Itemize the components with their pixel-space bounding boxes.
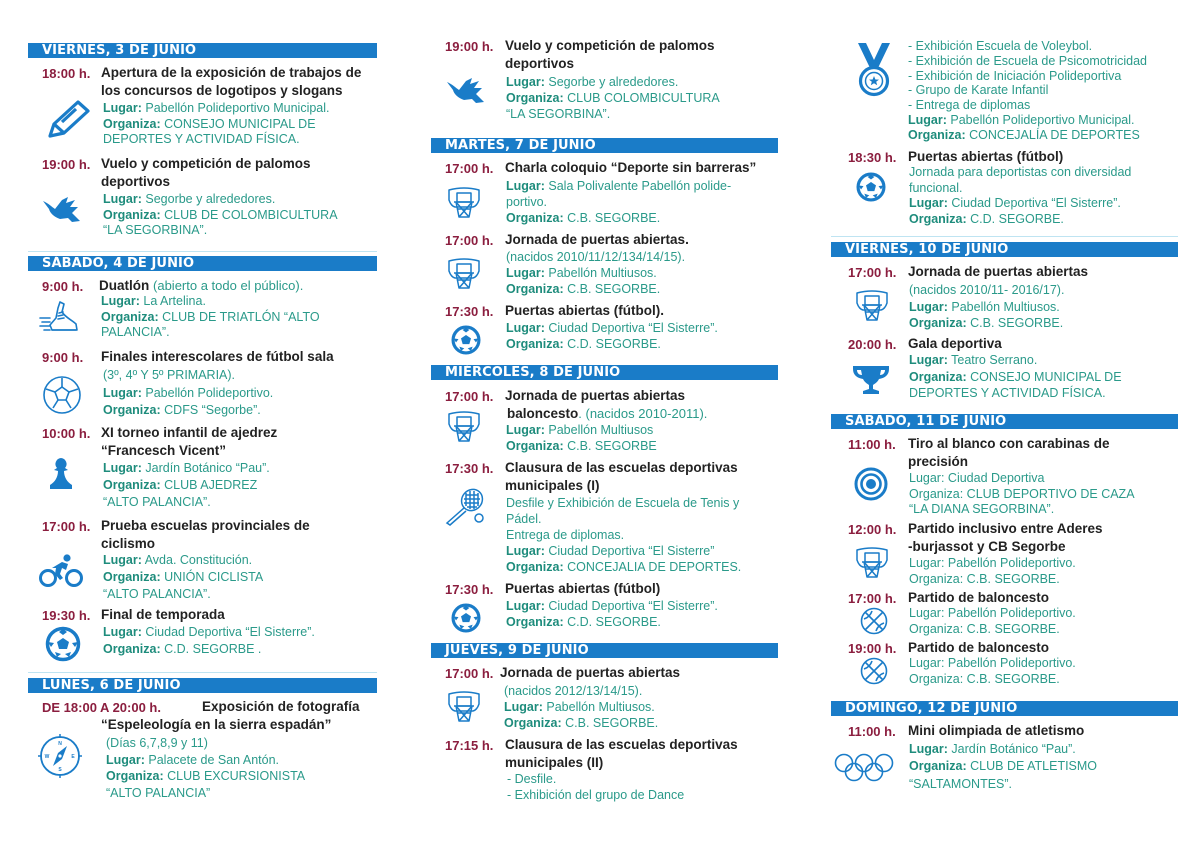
lugar-label: Lugar: [106, 752, 145, 767]
event-time: 17:00 h. [848, 265, 897, 280]
organiza-label: Organiza: [506, 615, 564, 629]
lugar-label: Lugar: [504, 700, 543, 714]
event-lugar: Pabellón Multiusos. [546, 700, 655, 714]
tennis-racket-icon [444, 487, 488, 527]
lugar-label: Lugar: [909, 353, 948, 367]
divider [28, 672, 377, 673]
event-title: Jornada de puertas abiertas [908, 264, 1089, 279]
basketball-icon [860, 607, 888, 635]
event-title: Partido de baloncesto [908, 640, 1050, 655]
event-time: 17:30 h. [445, 304, 494, 319]
event-title-line: Apertura de la exposición de trabajos de [101, 65, 362, 80]
event-info [506, 178, 731, 226]
event-organiza: CLUB COLOMBICULTURA [567, 91, 720, 105]
event-title: Finales interescolares de fútbol sala [101, 349, 334, 364]
event-time: 17:00 h. [42, 519, 91, 534]
event-lugar: Sala Polivalente Pabellón polide- [548, 179, 732, 193]
event-title: Exposición de fotografía [202, 699, 360, 714]
organiza-label: Organiza: [103, 478, 161, 492]
event-lugar: Jardín Botánico “Pau”. [951, 742, 1076, 756]
event-title-line: Duatlón [99, 278, 150, 293]
lugar-label: Lugar: [103, 461, 142, 475]
lugar-label: Lugar: [506, 75, 545, 89]
basketball-hoop-icon [447, 690, 481, 724]
event-info [909, 656, 1076, 687]
event-time: 10:00 h. [42, 426, 91, 441]
organiza-label: Organiza: [504, 716, 562, 730]
organiza-label: Organiza: [909, 758, 967, 773]
event-info [506, 495, 741, 575]
event-lugar: Segorbe y alrededores. [548, 75, 679, 89]
event-lugar: Ciudad Deportiva “El Sisterre”. [145, 625, 315, 639]
day-header: DOMINGO, 12 DE JUNIO [831, 701, 1178, 716]
event-title: Final de temporada [101, 607, 225, 622]
day-header: VIERNES, 10 DE JUNIO [831, 242, 1178, 257]
organiza-label: Organiza: [506, 282, 564, 296]
divider [28, 251, 377, 252]
organiza-label: Organiza: [909, 369, 967, 384]
event-title [908, 520, 1103, 556]
event-title-line: municipales (II) [505, 755, 604, 770]
event-note: (nacidos 2010/11/12/134/14/15). [506, 250, 686, 264]
organiza-label: Organiza: [909, 316, 967, 330]
basketball-hoop-icon [447, 257, 481, 291]
event-organiza: Organiza: CLUB DEPORTIVO DE CAZA [909, 486, 1135, 501]
soccer-ball-icon [451, 325, 481, 355]
event-organiza: “LA SEGORBINA”. [103, 223, 208, 237]
event-lugar: Avda. Constitución. [144, 553, 253, 567]
organiza-label: Organiza: [103, 642, 161, 656]
event-time: 17:00 h. [445, 233, 494, 248]
basketball-hoop-icon [447, 410, 481, 444]
event-time: 17:00 h. [445, 666, 494, 681]
event-info [909, 282, 1064, 332]
event-title-line: Vuelo y competición de palomos [505, 38, 715, 53]
chess-pawn-icon [48, 457, 74, 489]
event-description: Pádel. [506, 512, 542, 526]
event-time: 17:15 h. [445, 738, 494, 753]
event-title-line: Partido inclusivo entre Aderes [908, 521, 1103, 536]
event-title-line: ciclismo [101, 536, 156, 551]
event-organiza: DEPORTES Y ACTIVIDAD FÍSICA. [909, 386, 1106, 400]
event-organiza: Organiza: C.B. SEGORBE. [909, 621, 1060, 636]
event-title: Gala deportiva [908, 336, 1002, 351]
event-organiza: C.B. SEGORBE. [567, 282, 661, 296]
event-title-line: municipales (I) [505, 478, 600, 493]
event-info [103, 192, 338, 239]
event-time: 17:00 h. [445, 389, 494, 404]
event-lugar: Ciudad Deportiva “El Sisterre” [548, 544, 715, 558]
event-lugar: Teatro Serrano. [951, 353, 1038, 367]
day-header: LUNES, 6 DE JUNIO [28, 678, 377, 693]
lugar-label: Lugar: [103, 192, 142, 206]
dove-icon [446, 76, 486, 106]
soccer-ball-icon [45, 626, 81, 662]
event-lugar: La Artelina. [143, 294, 206, 308]
event-organiza: C.B. SEGORBE [567, 439, 657, 453]
lugar-label: Lugar: [908, 112, 947, 127]
event-list-item: - Exhibición del grupo de Dance [507, 787, 685, 802]
event-organiza: “ALTO PALANCIA”. [103, 587, 211, 601]
event-time: 17:30 h. [445, 582, 494, 597]
event-list-item: - Entrega de diplomas [908, 98, 1031, 113]
basketball-icon [860, 657, 888, 685]
event-organiza: UNIÓN CICLISTA [164, 570, 264, 584]
event-lugar: Pabellón Polideportivo. [145, 385, 274, 400]
lugar-label: Lugar: [103, 101, 142, 115]
event-title-line: Clausura de las escuelas deportivas [505, 460, 738, 475]
organiza-label: Organiza: [103, 207, 161, 222]
event-organiza: C.D. SEGORBE. [567, 615, 661, 629]
event-time: 17:30 h. [445, 461, 494, 476]
event-title: Puertas abiertas (fútbol) [908, 149, 1064, 164]
event-lugar: Lugar: Ciudad Deportiva [909, 471, 1045, 485]
event-info [507, 772, 684, 803]
event-title: Jornada de puertas abiertas [505, 388, 686, 403]
event-title [505, 37, 715, 73]
lugar-label: Lugar: [909, 299, 948, 314]
event-organiza: C.B. SEGORBE. [565, 716, 659, 730]
event-description: Desfile y Exhibición de Escuela de Tenis y [506, 496, 740, 510]
event-time: 19:30 h. [42, 608, 91, 623]
event-lugar: Pabellón Polideportivo Municipal. [145, 101, 330, 115]
pencil-icon [44, 98, 92, 140]
event-organiza: C.D. SEGORBE . [164, 642, 262, 656]
event-title [99, 277, 303, 295]
event-organiza: Organiza: C.B. SEGORBE. [909, 671, 1060, 686]
compass-letter: E [71, 754, 75, 760]
organiza-label: Organiza: [506, 439, 564, 453]
lugar-label: Lugar: [101, 294, 140, 308]
event-organiza: “ALTO PALANCIA” [106, 785, 211, 800]
event-note: (nacidos 2010/11- 2016/17). [909, 283, 1065, 297]
day-header: VIERNES, 3 DE JUNIO [28, 43, 377, 58]
soccer-ball-icon [856, 172, 886, 202]
event-title: Charla coloquio “Deporte sin barreras” [505, 160, 757, 175]
event-time: 9:00 h. [42, 279, 84, 294]
organiza-label: Organiza: [103, 116, 161, 131]
lugar-label: Lugar: [506, 423, 545, 437]
event-lugar: Segorbe y alrededores. [145, 192, 276, 206]
event-title-line: baloncesto [507, 406, 579, 421]
event-title-line: Prueba escuelas provinciales de [101, 518, 310, 533]
event-info [506, 320, 718, 352]
compass-letter: W [44, 754, 50, 760]
day-header: JUEVES, 9 DE JUNIO [431, 643, 778, 658]
event-info [103, 624, 315, 658]
event-organiza: CONCEJALÍA DE DEPORTES [969, 127, 1140, 142]
basketball-hoop-icon [855, 289, 889, 323]
event-title-line: deportivos [505, 56, 575, 71]
organiza-label: Organiza: [103, 403, 161, 417]
event-time: DE 18:00 A 20:00 h. [42, 700, 161, 715]
event-lugar: Lugar: Pabellón Polideportivo. [909, 606, 1076, 620]
event-organiza: CLUB DE TRIATLÓN “ALTO [162, 309, 320, 324]
event-time: 11:00 h. [848, 724, 896, 739]
event-description: Entrega de diplomas. [506, 528, 625, 542]
event-time: 20:00 h. [848, 337, 897, 352]
event-description: funcional. [909, 180, 963, 195]
olympic-rings-icon [834, 753, 894, 783]
event-time: 12:00 h. [848, 522, 897, 537]
event-list-item: - Grupo de Karate Infantil [908, 83, 1049, 98]
basketball-hoop-icon [447, 186, 481, 220]
organiza-label: Organiza: [106, 769, 164, 783]
event-title-line: los concursos de logotipos y slogans [101, 83, 343, 98]
event-info [103, 552, 263, 603]
event-lugar: Pabellón Multiusos [548, 423, 654, 437]
event-lugar: Ciudad Deportiva “El Sisterre”. [951, 196, 1121, 210]
day-header: MIÉRCOLES, 8 DE JUNIO [431, 365, 778, 380]
event-title-line: “Francesch Vicent” [101, 443, 227, 458]
event-note: (nacidos 2012/13/14/15). [504, 684, 643, 698]
event-info [103, 460, 270, 511]
event-time: 9:00 h. [42, 350, 84, 365]
event-organiza: CONSEJO MUNICIPAL DE [970, 369, 1122, 384]
event-list-item: - Exhibición de Iniciación Polideportiva [908, 68, 1122, 83]
lugar-label: Lugar: [506, 266, 545, 280]
event-info [103, 367, 273, 420]
event-info [504, 683, 658, 731]
event-lugar: Palacete de San Antón. [148, 752, 280, 767]
organiza-label: Organiza: [103, 570, 161, 584]
event-time: 17:00 h. [445, 161, 494, 176]
organiza-label: Organiza: [506, 560, 564, 574]
event-list-item: - Exhibición Escuela de Voleybol. [908, 39, 1093, 53]
organiza-label: Organiza: [506, 337, 564, 351]
day-header: SÁBADO, 11 DE JUNIO [831, 414, 1178, 429]
cyclist-icon [38, 554, 84, 588]
event-title: “Espeleología en la sierra espadán” [101, 717, 332, 732]
event-title: Mini olimpiada de atletismo [908, 723, 1085, 738]
lugar-label: Lugar: [103, 625, 142, 639]
event-description: Jornada para deportistas con diversidad [909, 165, 1132, 179]
event-subtitle: . (nacidos 2010-2011). [578, 406, 708, 421]
event-title-line: precisión [908, 454, 969, 469]
event-lugar: Lugar: Pabellón Polideportivo. [909, 556, 1076, 570]
event-organiza: Organiza: C.B. SEGORBE. [909, 571, 1060, 586]
event-title: Jornada de puertas abiertas. [505, 232, 689, 247]
event-organiza: “ALTO PALANCIA”. [103, 495, 211, 509]
basketball-hoop-icon [855, 546, 889, 580]
event-title [101, 64, 361, 100]
event-organiza: “SALTAMONTES”. [909, 777, 1013, 791]
event-lugar: Jardín Botánico “Pau”. [145, 461, 270, 475]
event-title-line: Tiro al blanco con carabinas de [908, 436, 1110, 451]
organiza-label: Organiza: [506, 91, 564, 105]
event-organiza: CONSEJO MUNICIPAL DE [164, 116, 316, 131]
organiza-label: Organiza: [101, 309, 159, 324]
lugar-label: Lugar: [506, 321, 545, 335]
event-info [909, 352, 1122, 402]
event-title [505, 736, 738, 772]
event-title [101, 424, 277, 460]
lugar-label: Lugar: [506, 544, 545, 558]
event-title [101, 155, 311, 191]
event-organiza: CLUB EXCURSIONISTA [167, 769, 306, 783]
event-info [909, 741, 1097, 793]
event-info [506, 74, 720, 122]
event-title-line: Clausura de las escuelas deportivas [505, 737, 738, 752]
target-icon [854, 467, 888, 501]
event-lugar: Pabellón Multiusos. [951, 299, 1060, 314]
event-title-line: XI torneo infantil de ajedrez [101, 425, 278, 440]
event-time: 17:00 h. [848, 591, 897, 606]
event-time: 18:30 h. [848, 150, 897, 165]
event-organiza: C.B. SEGORBE. [970, 316, 1064, 330]
event-subtitle: (abierto a todo el público). [153, 278, 304, 293]
event-info [506, 598, 718, 630]
event-organiza: DEPORTES Y ACTIVIDAD FÍSICA. [103, 132, 300, 146]
event-lugar: Ciudad Deportiva “El Sisterre”. [548, 599, 718, 613]
event-title-line: deportivos [101, 174, 171, 189]
event-info [909, 165, 1131, 227]
day-header: SÁBADO, 4 DE JUNIO [28, 256, 377, 271]
soccer-ball-icon [451, 603, 481, 633]
medal-icon [857, 42, 891, 98]
event-organiza: CONCEJALIA DE DEPORTES. [567, 560, 742, 574]
event-organiza: C.D. SEGORBE. [970, 211, 1064, 226]
event-time: 19:00 h. [848, 641, 897, 656]
running-shoe-icon [38, 300, 80, 336]
event-title-line: Vuelo y competición de palomos [101, 156, 311, 171]
event-title: Puertas abiertas (fútbol). [505, 303, 665, 318]
divider [831, 236, 1178, 237]
event-list-item: - Desfile. [507, 772, 557, 786]
event-note: (3º, 4º Y 5º PRIMARIA). [103, 368, 236, 382]
event-info [909, 606, 1076, 637]
event-organiza: C.D. SEGORBE. [567, 337, 661, 351]
event-lugar: Lugar: Pabellón Polideportivo. [909, 656, 1076, 670]
event-organiza: PALANCIA”. [101, 325, 170, 339]
event-lugar: Pabellón Polideportivo Municipal. [950, 112, 1135, 127]
event-lugar: Pabellón Multiusos. [548, 266, 657, 280]
organiza-label: Organiza: [909, 211, 967, 226]
event-title: Puertas abiertas (fútbol) [505, 581, 661, 596]
event-title-line: -burjassot y CB Segorbe [908, 539, 1066, 554]
event-title [505, 459, 738, 495]
event-time: 11:00 h. [848, 437, 896, 452]
event-time: 19:00 h. [445, 39, 494, 54]
trophy-icon [853, 365, 889, 395]
event-info [908, 39, 1147, 143]
lugar-label: Lugar: [506, 179, 545, 193]
compass-letter: N [58, 741, 62, 747]
event-organiza: CLUB DE COLOMBICULTURA [164, 207, 338, 222]
event-organiza: “LA DIANA SEGORBINA”. [909, 502, 1055, 516]
lugar-label: Lugar: [103, 553, 142, 567]
event-info [506, 249, 685, 297]
lugar-label: Lugar: [909, 742, 948, 756]
lugar-label: Lugar: [506, 599, 545, 613]
event-title: Partido de baloncesto [908, 590, 1050, 605]
event-info [909, 556, 1076, 587]
event-lugar: portivo. [506, 195, 547, 209]
day-header: MARTES, 7 DE JUNIO [431, 138, 778, 153]
organiza-label: Organiza: [506, 211, 564, 225]
event-list-item: - Exhibición de Escuela de Psicomotricidad [908, 53, 1148, 68]
event-info [101, 294, 320, 341]
event-info [909, 471, 1135, 518]
event-info [506, 422, 657, 454]
event-lugar: Ciudad Deportiva “El Sisterre”. [548, 321, 718, 335]
event-organiza: “LA SEGORBINA”. [506, 107, 611, 121]
lugar-label: Lugar: [909, 196, 948, 210]
event-time: 18:00 h. [42, 66, 91, 81]
compass-icon [36, 731, 84, 781]
event-note: (Días 6,7,8,9 y 11) [106, 736, 208, 750]
event-title [908, 435, 1110, 471]
event-info [103, 101, 330, 148]
event-time: 19:00 h. [42, 157, 91, 172]
soccer-ball-outline-icon [42, 375, 82, 415]
event-title: Jornada de puertas abiertas [500, 665, 681, 680]
event-organiza: CLUB AJEDREZ [164, 478, 258, 492]
dove-icon [42, 195, 82, 225]
organiza-label: Organiza: [908, 127, 966, 142]
event-info [106, 735, 305, 801]
lugar-label: Lugar: [103, 385, 142, 400]
compass-letter: S [58, 767, 62, 773]
event-title [507, 405, 707, 423]
event-organiza: CLUB DE ATLETISMO [970, 758, 1098, 773]
event-organiza: C.B. SEGORBE. [567, 211, 661, 225]
event-organiza: CDFS “Segorbe”. [164, 403, 261, 417]
event-title [101, 517, 310, 553]
